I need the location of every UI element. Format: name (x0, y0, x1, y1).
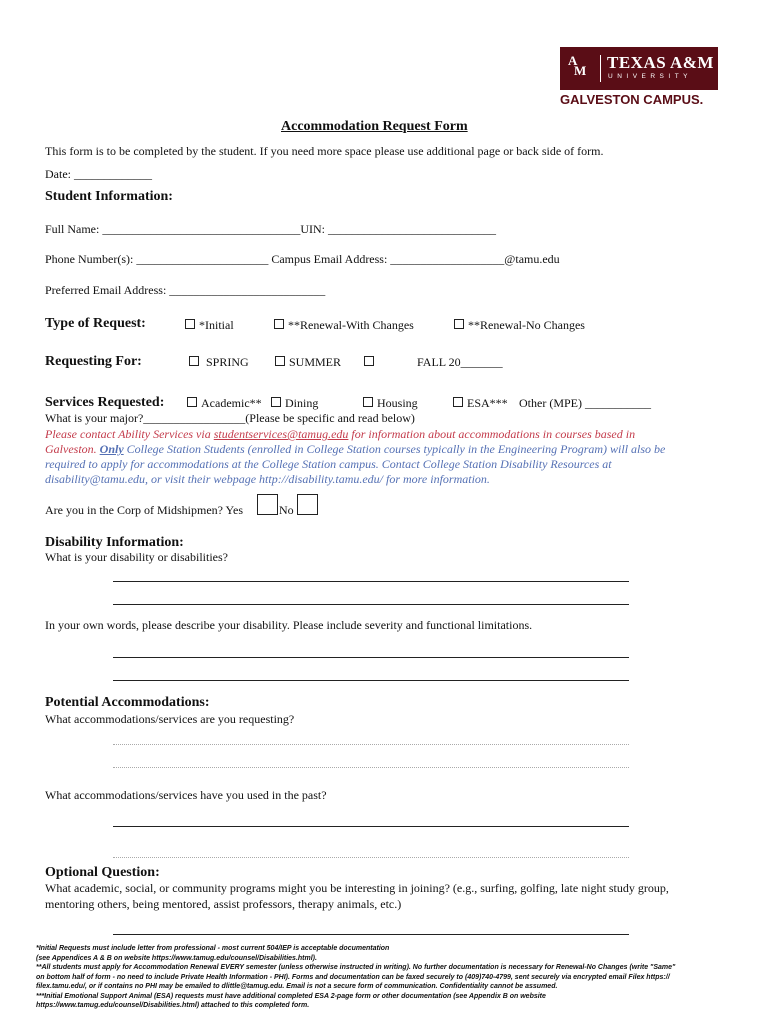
footnotes (36, 944, 675, 1011)
college-station-note-3: disability@tamu.edu, or visit their webpage http://disability.tamu.edu/ for more information. (45, 472, 490, 486)
housing-label: Housing (377, 396, 418, 410)
disability-heading: Disability Information: (45, 535, 184, 550)
atm-logo-mark: A M (568, 53, 587, 78)
galveston-text: Galveston. (45, 442, 100, 456)
checkbox-icon (364, 356, 374, 366)
logo-university-text: UNIVERSITY (608, 73, 693, 80)
footnote-line: on bottom half of form - no need to include Private Health Information - PHI). Forms and documentation can be faxed securely to (409)740-4799, sent securely via encrypted email Filex https:// (36, 973, 670, 981)
fall-checkbox[interactable] (364, 355, 378, 370)
logo-texas-text: TEXAS A&M (607, 53, 714, 72)
summer-checkbox[interactable] (275, 355, 341, 370)
preferred-email-field[interactable]: Preferred Email Address: __________________________ (45, 283, 326, 297)
footnote-line: ***Initial Emotional Support Animal (ESA) requests must have additional completed ESA 2-page form or other documentation (see Appendix B on website (36, 992, 546, 1000)
blue-note-1: College Station Students (enrolled in College Station courses typically in the Engineering Program) will also be (123, 442, 666, 456)
initial-checkbox[interactable] (185, 318, 234, 333)
optional-question-line-1: What academic, social, or community programs might you be interesting in joining? (e.g., surfing, golfing, late night study group, (45, 881, 669, 895)
corps-no-checkbox[interactable] (297, 494, 318, 515)
corps-question: Are you in the Corp of Midshipmen? Yes (45, 503, 243, 517)
checkbox-icon (275, 356, 285, 366)
checkbox-icon (363, 397, 373, 407)
checkbox-icon (189, 356, 199, 366)
summer-label: SUMMER (289, 355, 342, 369)
student-info-heading: Student Information: (45, 189, 173, 204)
renewal-no-changes-checkbox[interactable] (454, 318, 585, 333)
intro-text: This form is to be completed by the student. If you need more space please use additional page or back side of form. (45, 144, 604, 158)
checkbox-icon (185, 319, 195, 329)
renewal-with-changes-label: **Renewal-With Changes (288, 318, 414, 332)
housing-checkbox[interactable] (363, 396, 418, 411)
spring-checkbox[interactable] (189, 355, 249, 370)
optional-question-line-2: mentoring others, being mentored, assist professors, therapy animals, etc.) (45, 897, 402, 911)
checkbox-icon (454, 319, 464, 329)
services-requested-label: Services Requested: (45, 395, 165, 410)
phone-email-field[interactable]: Phone Number(s): ______________________ Campus Email Address: ___________________@tamu.edu (45, 252, 560, 266)
optional-question-heading: Optional Question: (45, 865, 160, 880)
past-answer-line-2[interactable] (113, 857, 629, 858)
campus-name: GALVESTON CAMPUS. (560, 92, 704, 107)
describe-answer-line-1[interactable] (113, 657, 629, 658)
form-title: Accommodation Request Form (281, 119, 468, 134)
checkbox-icon (274, 319, 284, 329)
spring-label: SPRING (206, 355, 249, 369)
footnote-line: filex.tamu.edu/, or if contains no PHI may be emailed to dlittle@tamug.edu. Email is not a secure form of communication. Confidentiality cannot be assumed. (36, 983, 558, 990)
galveston-contact-note (45, 427, 635, 442)
disability-answer-line-1[interactable] (113, 581, 629, 582)
academic-label: Academic** (201, 396, 262, 410)
other-mpe-field[interactable]: Other (MPE) ___________ (519, 396, 651, 410)
checkbox-icon (271, 397, 281, 407)
dining-checkbox[interactable] (271, 396, 318, 411)
requesting-answer-line-1[interactable] (113, 744, 629, 745)
footnote-line: https://www.tamug.edu/counsel/Disabilities.html) attached to this completed form. (36, 1002, 310, 1009)
college-station-note-2: required to apply for accommodations at the College Station campus. Contact College Station Disability Resources at (45, 457, 612, 471)
fullname-uin-field[interactable]: Full Name: _________________________________UIN: ____________________________ (45, 222, 496, 236)
academic-checkbox[interactable] (187, 396, 262, 411)
requesting-services-question: What accommodations/services are you requesting? (45, 712, 295, 726)
describe-answer-line-2[interactable] (113, 680, 629, 681)
footnote-line: **All students must apply for Accommodation Renewal EVERY semester (unless otherwise instructed in writing). No further documentation is necessary for Renewal-No Changes (write "Same" (36, 964, 676, 971)
disability-answer-line-2[interactable] (113, 604, 629, 605)
disability-question: What is your disability or disabilities? (45, 550, 228, 564)
initial-label: *Initial (199, 318, 234, 332)
renewal-no-changes-label: **Renewal-No Changes (468, 318, 585, 332)
footnote-line: (see Appendices A & B on website https://www.tamug.edu/counsel/Disabilities.html). (36, 954, 317, 962)
fall-year-field[interactable]: FALL 20_______ (417, 355, 503, 369)
requesting-answer-line-2[interactable] (113, 767, 629, 768)
past-services-question: What accommodations/services have you used in the past? (45, 788, 327, 802)
major-field[interactable]: What is your major?_________________(Please be specific and read below) (45, 411, 415, 425)
red-note-suffix: for information about accommodations in courses based in (348, 427, 636, 441)
past-answer-line-1[interactable] (113, 826, 629, 827)
corps-no-label: No (279, 503, 294, 517)
date-field[interactable]: Date: _____________ (45, 167, 152, 181)
disability-describe-question: In your own words, please describe your disability. Please include severity and functional limitations. (45, 618, 533, 632)
college-station-note-1 (45, 442, 665, 457)
footnote-line: *Initial Requests must include letter from professional - most current 504/IEP is acceptable documentation (36, 945, 390, 952)
esa-checkbox[interactable] (453, 396, 508, 411)
checkbox-icon (187, 397, 197, 407)
dining-label: Dining (285, 396, 319, 410)
requesting-for-label: Requesting For: (45, 354, 142, 369)
esa-label: ESA*** (467, 396, 508, 410)
renewal-with-changes-checkbox[interactable] (274, 318, 414, 333)
tamu-logo (560, 47, 718, 90)
type-of-request-label: Type of Request: (45, 316, 146, 331)
red-note-prefix: Please contact Ability Services via (45, 427, 214, 441)
checkbox-icon (453, 397, 463, 407)
potential-accommodations-heading: Potential Accommodations: (45, 695, 210, 710)
only-emphasis: Only (99, 442, 124, 456)
optional-answer-line[interactable] (113, 934, 629, 935)
logo-divider (600, 55, 601, 82)
studentservices-email-link[interactable]: studentservices@tamug.edu (213, 427, 349, 441)
corps-yes-checkbox[interactable] (257, 494, 278, 515)
